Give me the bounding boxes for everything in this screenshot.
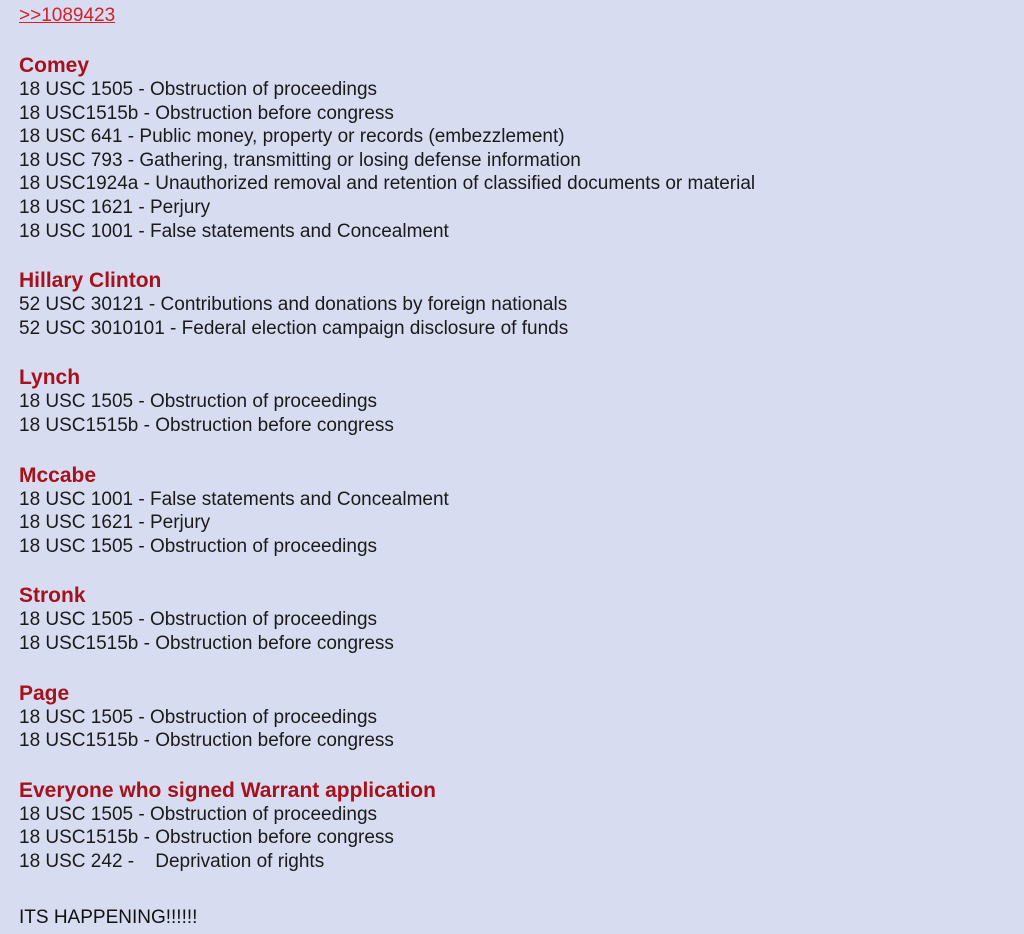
section-title: Stronk bbox=[19, 584, 86, 608]
statute-line: 18 USC 1505 - Obstruction of proceedings bbox=[19, 535, 378, 557]
statute-line: 18 USC1515b - Obstruction before congress bbox=[19, 414, 394, 436]
statute-line: 18 USC1515b - Obstruction before congress bbox=[19, 730, 394, 752]
statute-line: 18 USC 1505 - Obstruction of proceedings bbox=[19, 609, 378, 631]
section-title: Page bbox=[19, 681, 70, 705]
quote-link[interactable]: >>1089423 bbox=[19, 5, 116, 26]
statute-line: 18 USC 1505 - Obstruction of proceedings bbox=[19, 391, 378, 413]
section-title: Lynch bbox=[19, 366, 81, 390]
statute-line: 18 USC 1621 - Perjury bbox=[19, 512, 211, 534]
statute-line: 52 USC 3010101 - Federal election campaign disclosure of funds bbox=[19, 317, 569, 339]
statute-line: 18 USC 1505 - Obstruction of proceedings bbox=[19, 706, 378, 728]
statute-line: 18 USC1515b - Obstruction before congress bbox=[19, 102, 394, 124]
section-hillary-clinton bbox=[19, 269, 1024, 340]
statute-line: 18 USC 793 - Gathering, transmitting or losing defense information bbox=[19, 149, 581, 171]
section-title: Everyone who signed Warrant application bbox=[19, 778, 436, 802]
statute-line: 18 USC 1505 - Obstruction of proceedings bbox=[19, 803, 378, 825]
section-lynch bbox=[19, 366, 1024, 437]
statute-line: 18 USC1924a - Unauthorized removal and retention of classified documents or material bbox=[19, 173, 756, 195]
statute-line: 18 USC1515b - Obstruction before congress bbox=[19, 632, 394, 654]
section-stronk bbox=[19, 584, 1024, 655]
section-title: Hillary Clinton bbox=[19, 269, 162, 293]
section-comey bbox=[19, 54, 1024, 243]
section-title: Comey bbox=[19, 54, 90, 77]
section-mccabe bbox=[19, 464, 1024, 559]
statute-line: 18 USC 242 - Deprivation of rights bbox=[19, 850, 325, 872]
statute-line: 52 USC 30121 - Contributions and donations by foreign nationals bbox=[19, 294, 568, 316]
statute-line: 18 USC 1001 - False statements and Concealment bbox=[19, 488, 449, 510]
statute-line: 18 USC1515b - Obstruction before congress bbox=[19, 827, 394, 849]
statute-line: 18 USC 1505 - Obstruction of proceedings bbox=[19, 79, 378, 100]
section-warrant-signers bbox=[19, 779, 1024, 874]
section-title: Mccabe bbox=[19, 463, 97, 487]
closing-text: ITS HAPPENING!!!!!! bbox=[19, 907, 198, 928]
statute-line: 18 USC 1001 - False statements and Concealment bbox=[19, 220, 449, 242]
section-page bbox=[19, 682, 1024, 753]
statute-line: 18 USC 1621 - Perjury bbox=[19, 196, 211, 218]
statute-line: 18 USC 641 - Public money, property or records (embezzlement) bbox=[19, 126, 565, 148]
